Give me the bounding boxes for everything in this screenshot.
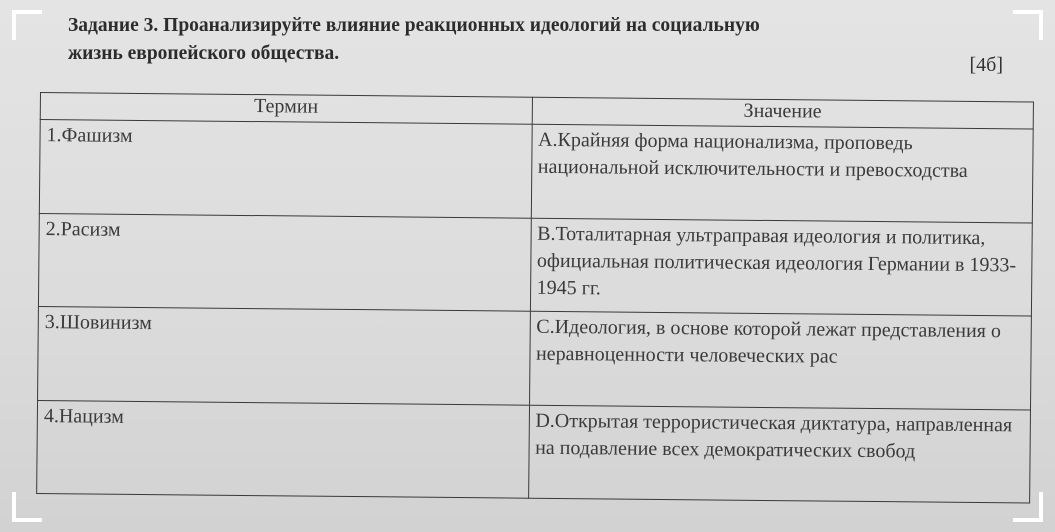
meaning-cell: А.Крайняя форма национализма, проповедь национальной исключительности и превосходства [531, 124, 1033, 222]
table-row [39, 120, 1033, 223]
term-cell: 2.Расизм [38, 213, 530, 311]
meaning-cell: В.Тоталитарная ультраправая идеология и политика, официальная политическая идеология Германии в 1933-1945 гг. [530, 218, 1032, 316]
crop-corner-top-right[interactable] [1013, 10, 1043, 40]
task-heading [68, 12, 968, 68]
crop-corner-top-left[interactable] [12, 10, 42, 40]
crop-corner-bottom-left[interactable] [12, 492, 42, 522]
term-cell: 1.Фашизм [39, 120, 531, 218]
table-row [37, 400, 1031, 503]
meaning-cell: D.Открытая террористическая диктатура, направленная на подавление всех демократических свобод [528, 405, 1030, 503]
task-title-line2: жизнь европейского общества. [68, 43, 340, 64]
header-meaning: Значение [532, 97, 1034, 129]
table-row [38, 306, 1032, 409]
task-points: [4б] [969, 54, 1003, 76]
meaning-cell: С.Идеология, в основе которой лежат представления о неравноценности человеческих рас [529, 311, 1031, 409]
term-cell: 3.Шовинизм [38, 306, 530, 404]
terms-table [36, 92, 1034, 504]
header-term: Термин [40, 93, 532, 125]
task-title-line1: Задание 3. Проанализируйте влияние реакционных идеологий на социальную [68, 15, 760, 36]
term-cell: 4.Нацизм [37, 400, 529, 498]
terms-table-container [36, 92, 1034, 504]
table-row [38, 213, 1032, 316]
